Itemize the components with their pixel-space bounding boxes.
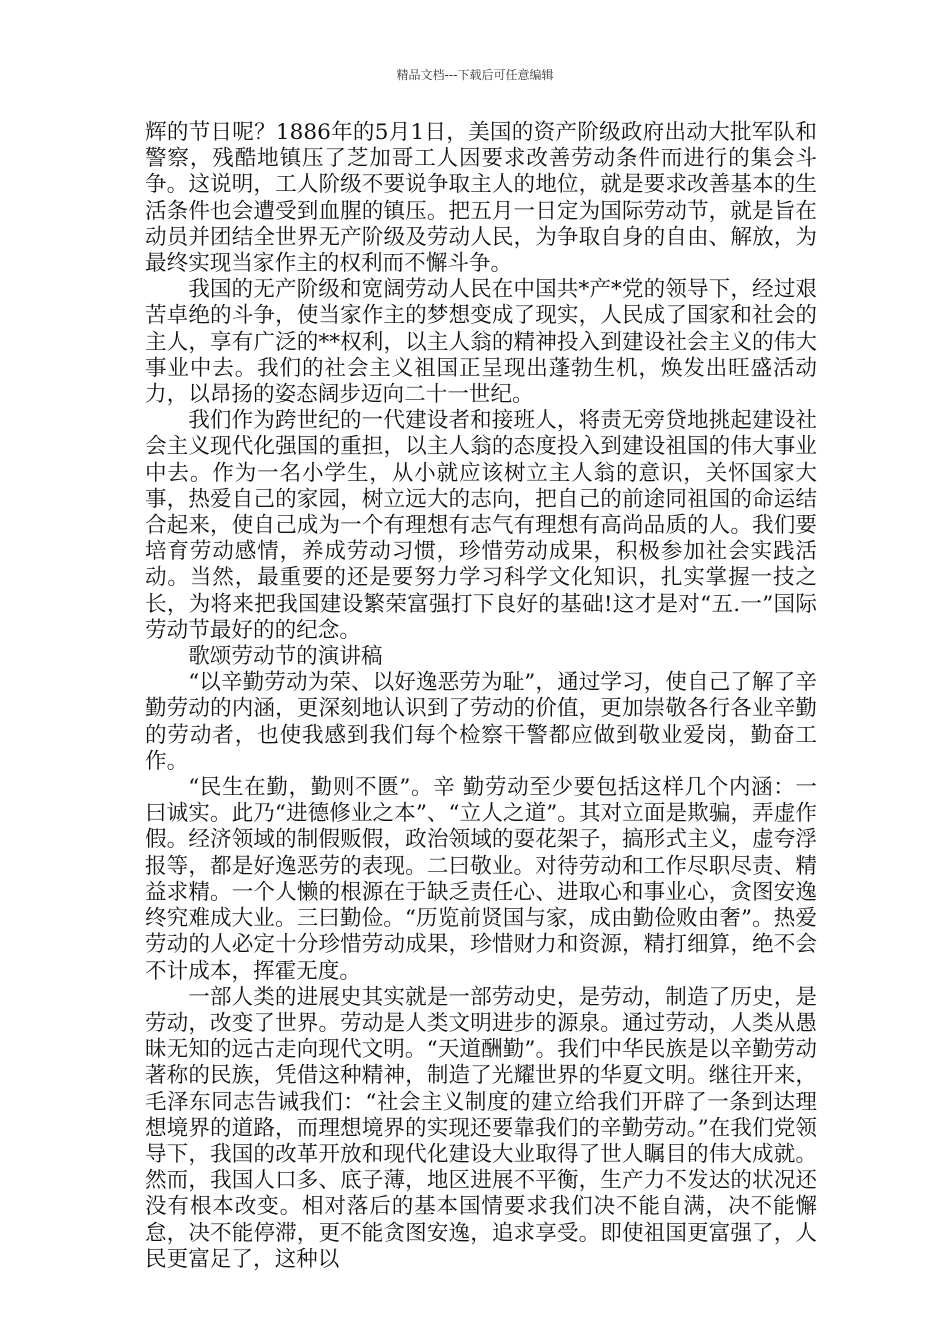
paragraph: 一部人类的进展史其实就是一部劳动史，是劳动，制造了历史，是劳动，改变了世界。劳动是人类文明进步的源泉。通过劳动，人类从愚昧无知的远古走向现代文明。“天道酬勤”。我们中华民族是以辛勤劳动著称的民族，凭借这种精神，制造了光耀世界的华夏文明。继往开来，毛泽东同志告诫我们：“社会主义制度的建立给我们开辟了一条到达理想境界的道路，而理想境界的实现还要靠我们的辛勤劳动。”在我们党领导下，我国的改革开放和现代化建设大业取得了世人瞩目的伟大成就。然而，我国人口多、底子薄，地区进展不平衡，生产力不发达的状况还没有根本改变。相对落后的基本国情要求我们决不能自满，决不能懈怠，决不能停滞，更不能贪图安逸，追求享受。即使祖国更富强了，人民更富足了，这种以 xyxy=(145,984,817,1272)
paragraph: 我国的无产阶级和宽阔劳动人民在中国共*产*党的领导下，经过艰苦卓绝的斗争，使当家作主的梦想变成了现实，人民成了国家和社会的主人，享有广泛的**权利，以主人翁的精神投入到建设社会主义的伟大事业中去。我们的社会主义祖国正呈现出蓬勃生机，焕发出旺盛活动力，以昂扬的姿态阔步迈向二十一世纪。 xyxy=(145,277,817,408)
paragraph: “以辛勤劳动为荣、以好逸恶劳为耻”，通过学习，使自己了解了辛勤劳动的内涵，更深刻地认识到了劳动的价值，更加崇敬各行各业辛勤的劳动者，也使我感到我们每个检察干警都应做到敬业爱岗，勤奋工作。 xyxy=(145,670,817,774)
section-title: 歌颂劳动节的演讲稿 xyxy=(188,644,383,670)
paragraph: “民生在勤，勤则不匮”。辛 勤劳动至少要包括这样几个内涵：一曰诚实。此乃“进德修业之本”、“立人之道”。其对立面是欺骗，弄虚作假。经济领域的制假贩假，政治领域的耍花架子，搞形式主义，虚夸浮报等，都是好逸恶劳的表现。二曰敬业。对待劳动和工作尽职尽责、精益求精。一个人懒的根源在于缺乏责任心、进取心和事业心，贪图安逸终究难成大业。三曰勤俭。“历览前贤国与家，成由勤俭败由奢”。热爱劳动的人必定十分珍惜劳动成果，珍惜财力和资源，精打细算，绝不会不计成本，挥霍无度。 xyxy=(145,775,817,984)
page-header: 精品文档---下载后可任意编辑 xyxy=(396,68,554,82)
paragraph: 辉的节日呢？1886年的5月1日，美国的资产阶级政府出动大批军队和警察，残酷地镇压了芝加哥工人因要求改善劳动条件而进行的集会斗争。这说明，工人阶级不要说争取主人的地位，就是要求改善基本的生活条件也会遭受到血腥的镇压。把五月一日定为国际劳动节，就是旨在动员并团结全世界无产阶级及劳动人民，为争取自身的自由、解放，为最终实现当家作主的权利而不懈斗争。 xyxy=(145,120,817,277)
document-body xyxy=(145,120,817,1273)
paragraph: 我们作为跨世纪的一代建设者和接班人，将责无旁贷地挑起建设社会主义现代化强国的重担，以主人翁的态度投入到建设祖国的伟大事业中去。作为一名小学生，从小就应该树立主人翁的意识，关怀国家大事，热爱自己的家园，树立远大的志向，把自己的前途同祖国的命运结合起来，使自己成为一个有理想有志气有理想有高尚品质的人。我们要培育劳动感情，养成劳动习惯，珍惜劳动成果，积极参加社会实践活动。当然，最重要的还是要努力学习科学文化知识，扎实掌握一技之长，为将来把我国建设繁荣富强打下良好的基础!这才是对“五.一”国际劳动节最好的的纪念。 xyxy=(145,408,817,643)
